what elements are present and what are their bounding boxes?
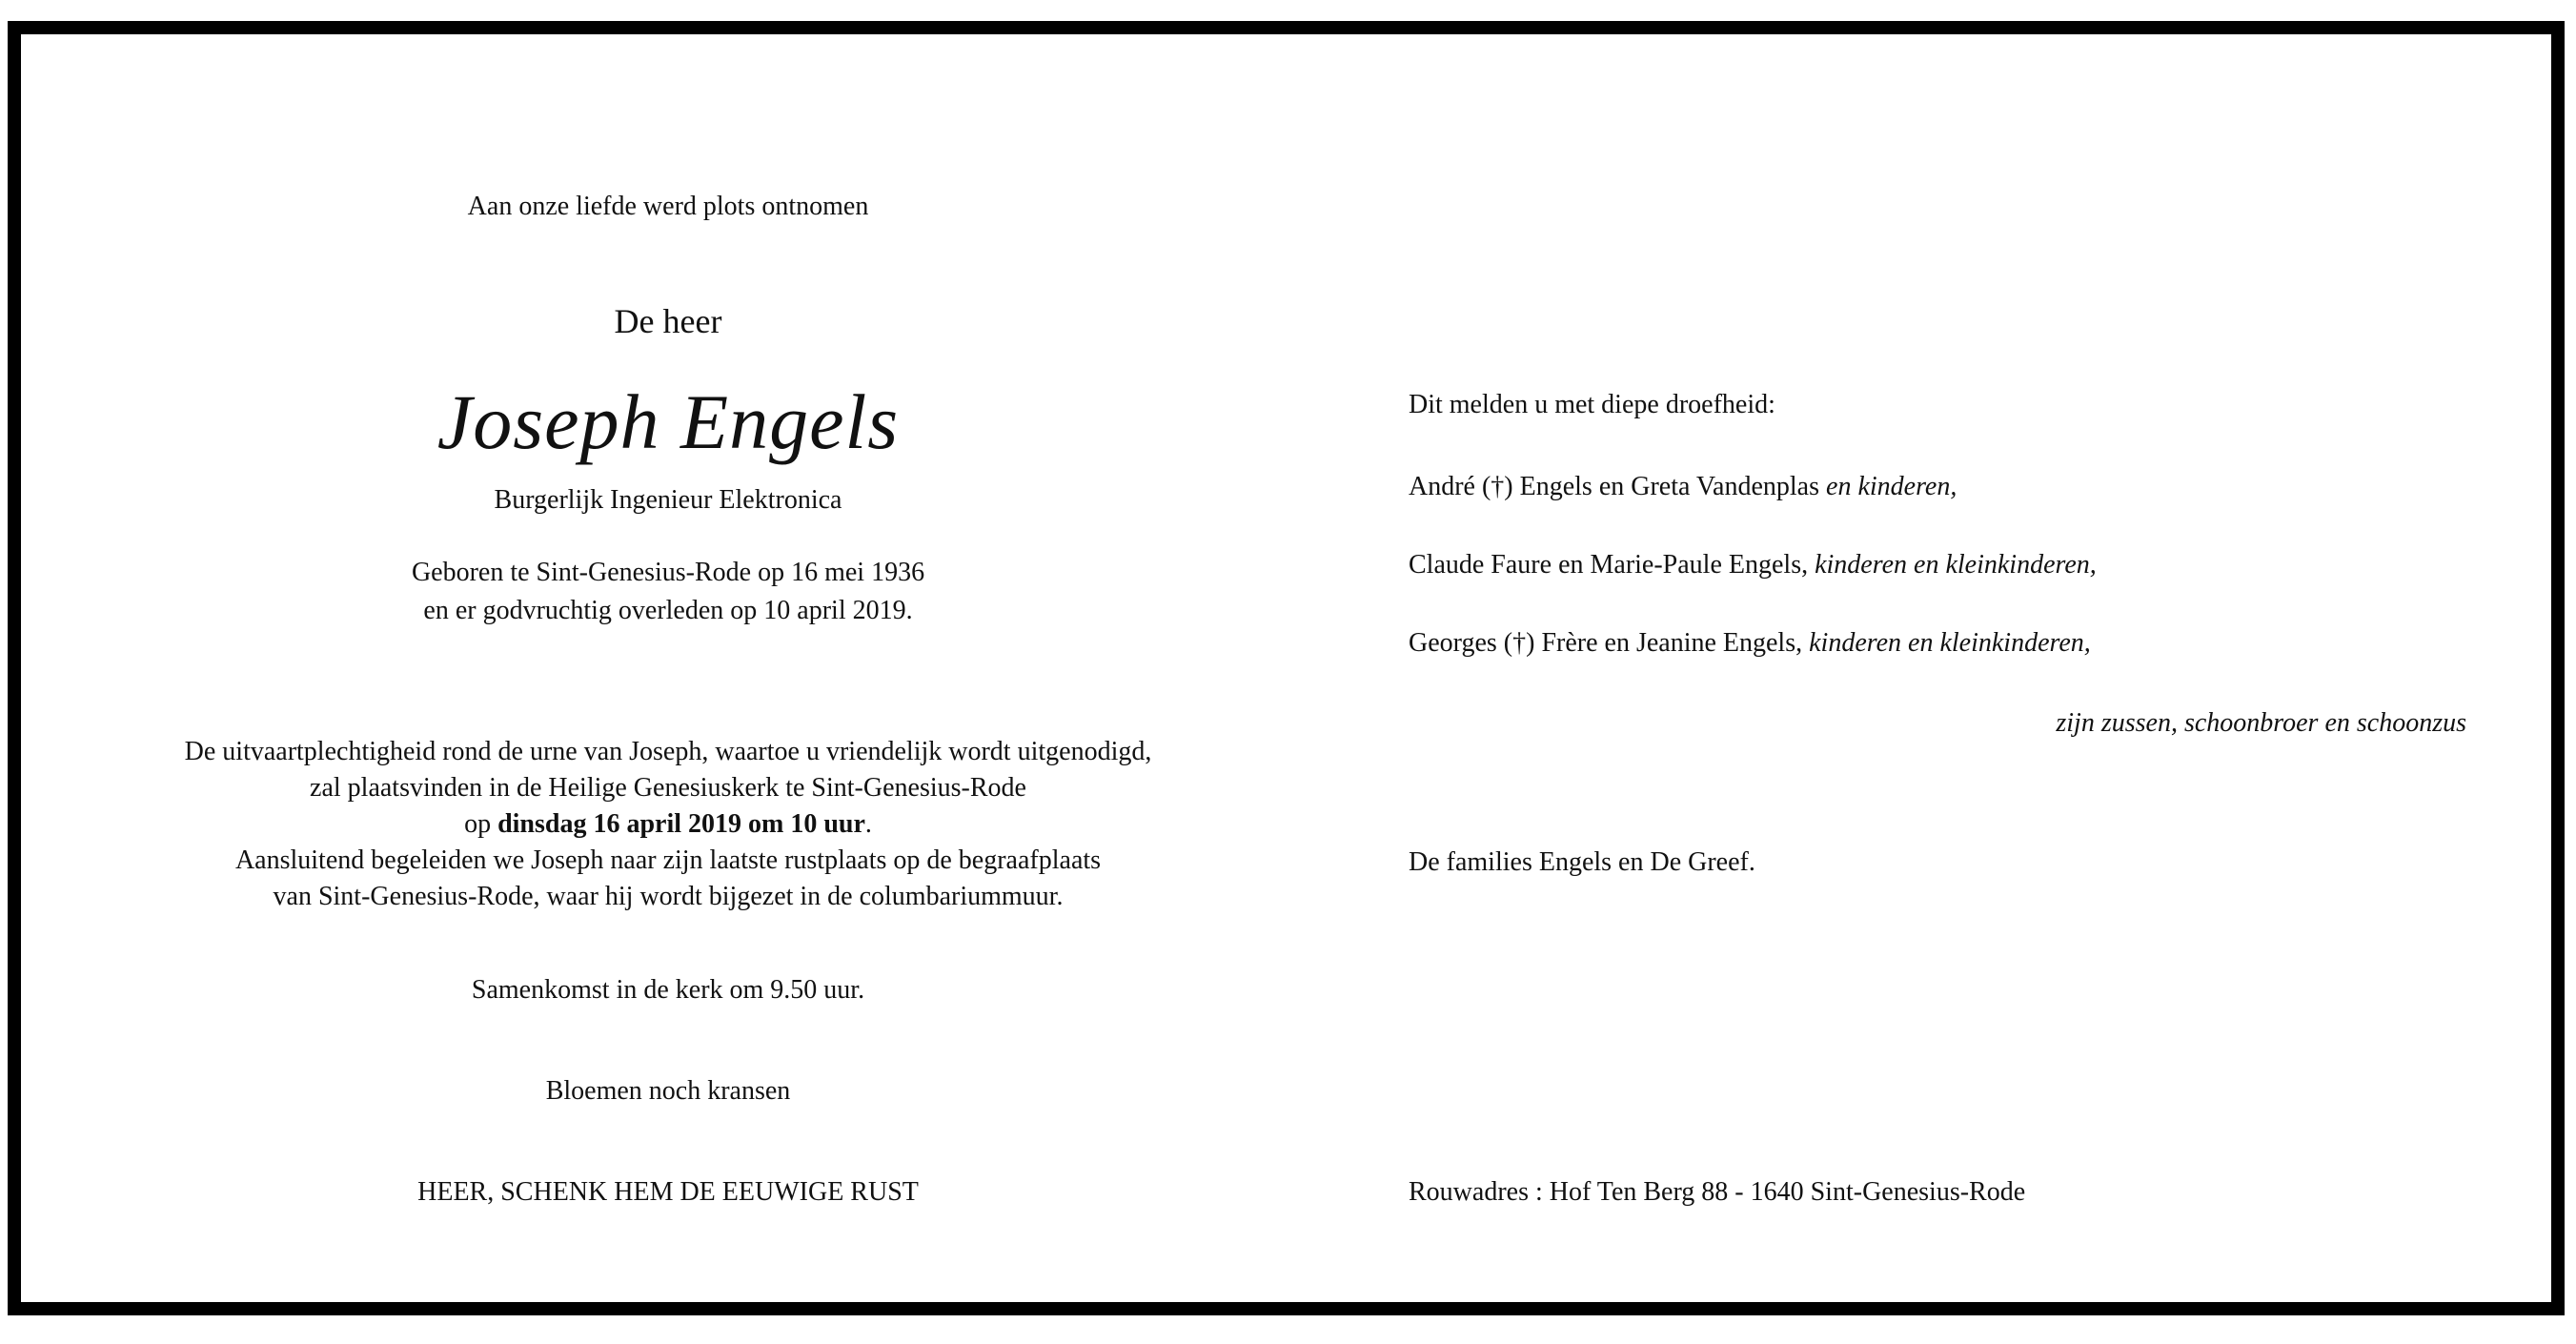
prayer-text: HEER, SCHENK HEM DE EEUWIGE RUST xyxy=(417,1177,919,1207)
family-names-2: Claude Faure en Marie-Paule Engels, xyxy=(1409,550,1815,580)
ceremony-date: dinsdag 16 april 2019 om 10 uur xyxy=(497,809,865,839)
ceremony-line-4: Aansluitend begeleiden we Joseph naar zijn laatste rustplaats op de begraafplaats xyxy=(234,845,1102,875)
families-text: De families Engels en De Greef. xyxy=(1409,847,1755,877)
announcement-text: Dit melden u met diepe droefheid: xyxy=(1409,390,1775,419)
ceremony-line-3 xyxy=(34,806,1302,843)
family-relation-1: en kinderen, xyxy=(1826,472,1957,501)
family-relation-2: kinderen en kleinkinderen, xyxy=(1815,550,2097,580)
family-relation-3: kinderen en kleinkinderen, xyxy=(1809,628,2091,658)
ceremony-date-prefix: op xyxy=(464,809,498,839)
family-names-3: Georges (†) Frère en Jeanine Engels, xyxy=(1409,628,1810,658)
right-column xyxy=(1409,34,2466,1302)
profession-text: Burgerlijk Ingenieur Elektronica xyxy=(494,485,842,515)
ceremony-line-2: zal plaatsvinden in de Heilige Genesiuskerk te Sint-Genesius-Rode xyxy=(310,773,1026,803)
ceremony-date-suffix: . xyxy=(864,809,872,839)
intro-text: Aan onze liefde werd plots ontnomen xyxy=(467,192,869,221)
family-line-1 xyxy=(1409,469,1957,505)
ceremony-line-5: van Sint-Genesius-Rode, waar hij wordt bijgezet in de columbariummuur. xyxy=(273,882,1064,911)
card-border xyxy=(8,21,2565,1315)
flowers-text: Bloemen noch kransen xyxy=(545,1076,791,1106)
family-line-2 xyxy=(1409,547,2097,583)
left-column xyxy=(34,34,1302,1302)
family-names-1: André (†) Engels en Greta Vandenplas xyxy=(1409,472,1827,501)
address-text: Rouwadres : Hof Ten Berg 88 - 1640 Sint-Genesius-Rode xyxy=(1409,1177,2026,1207)
birth-text: Geboren te Sint-Genesius-Rode op 16 mei 1936 xyxy=(411,558,925,587)
gathering-text: Samenkomst in de kerk om 9.50 uur. xyxy=(471,975,865,1005)
ceremony-line-1: De uitvaartplechtigheid rond de urne van Joseph, waartoe u vriendelijk wordt uitgenodigd, xyxy=(184,737,1152,766)
deceased-name: Joseph Engels xyxy=(436,378,900,465)
siblings-text: zijn zussen, schoonbroer en schoonzus xyxy=(2056,708,2466,738)
death-text: en er godvruchtig overleden op 10 april 2019. xyxy=(423,596,913,625)
family-line-3 xyxy=(1409,625,2091,662)
title-heer: De heer xyxy=(614,302,722,340)
